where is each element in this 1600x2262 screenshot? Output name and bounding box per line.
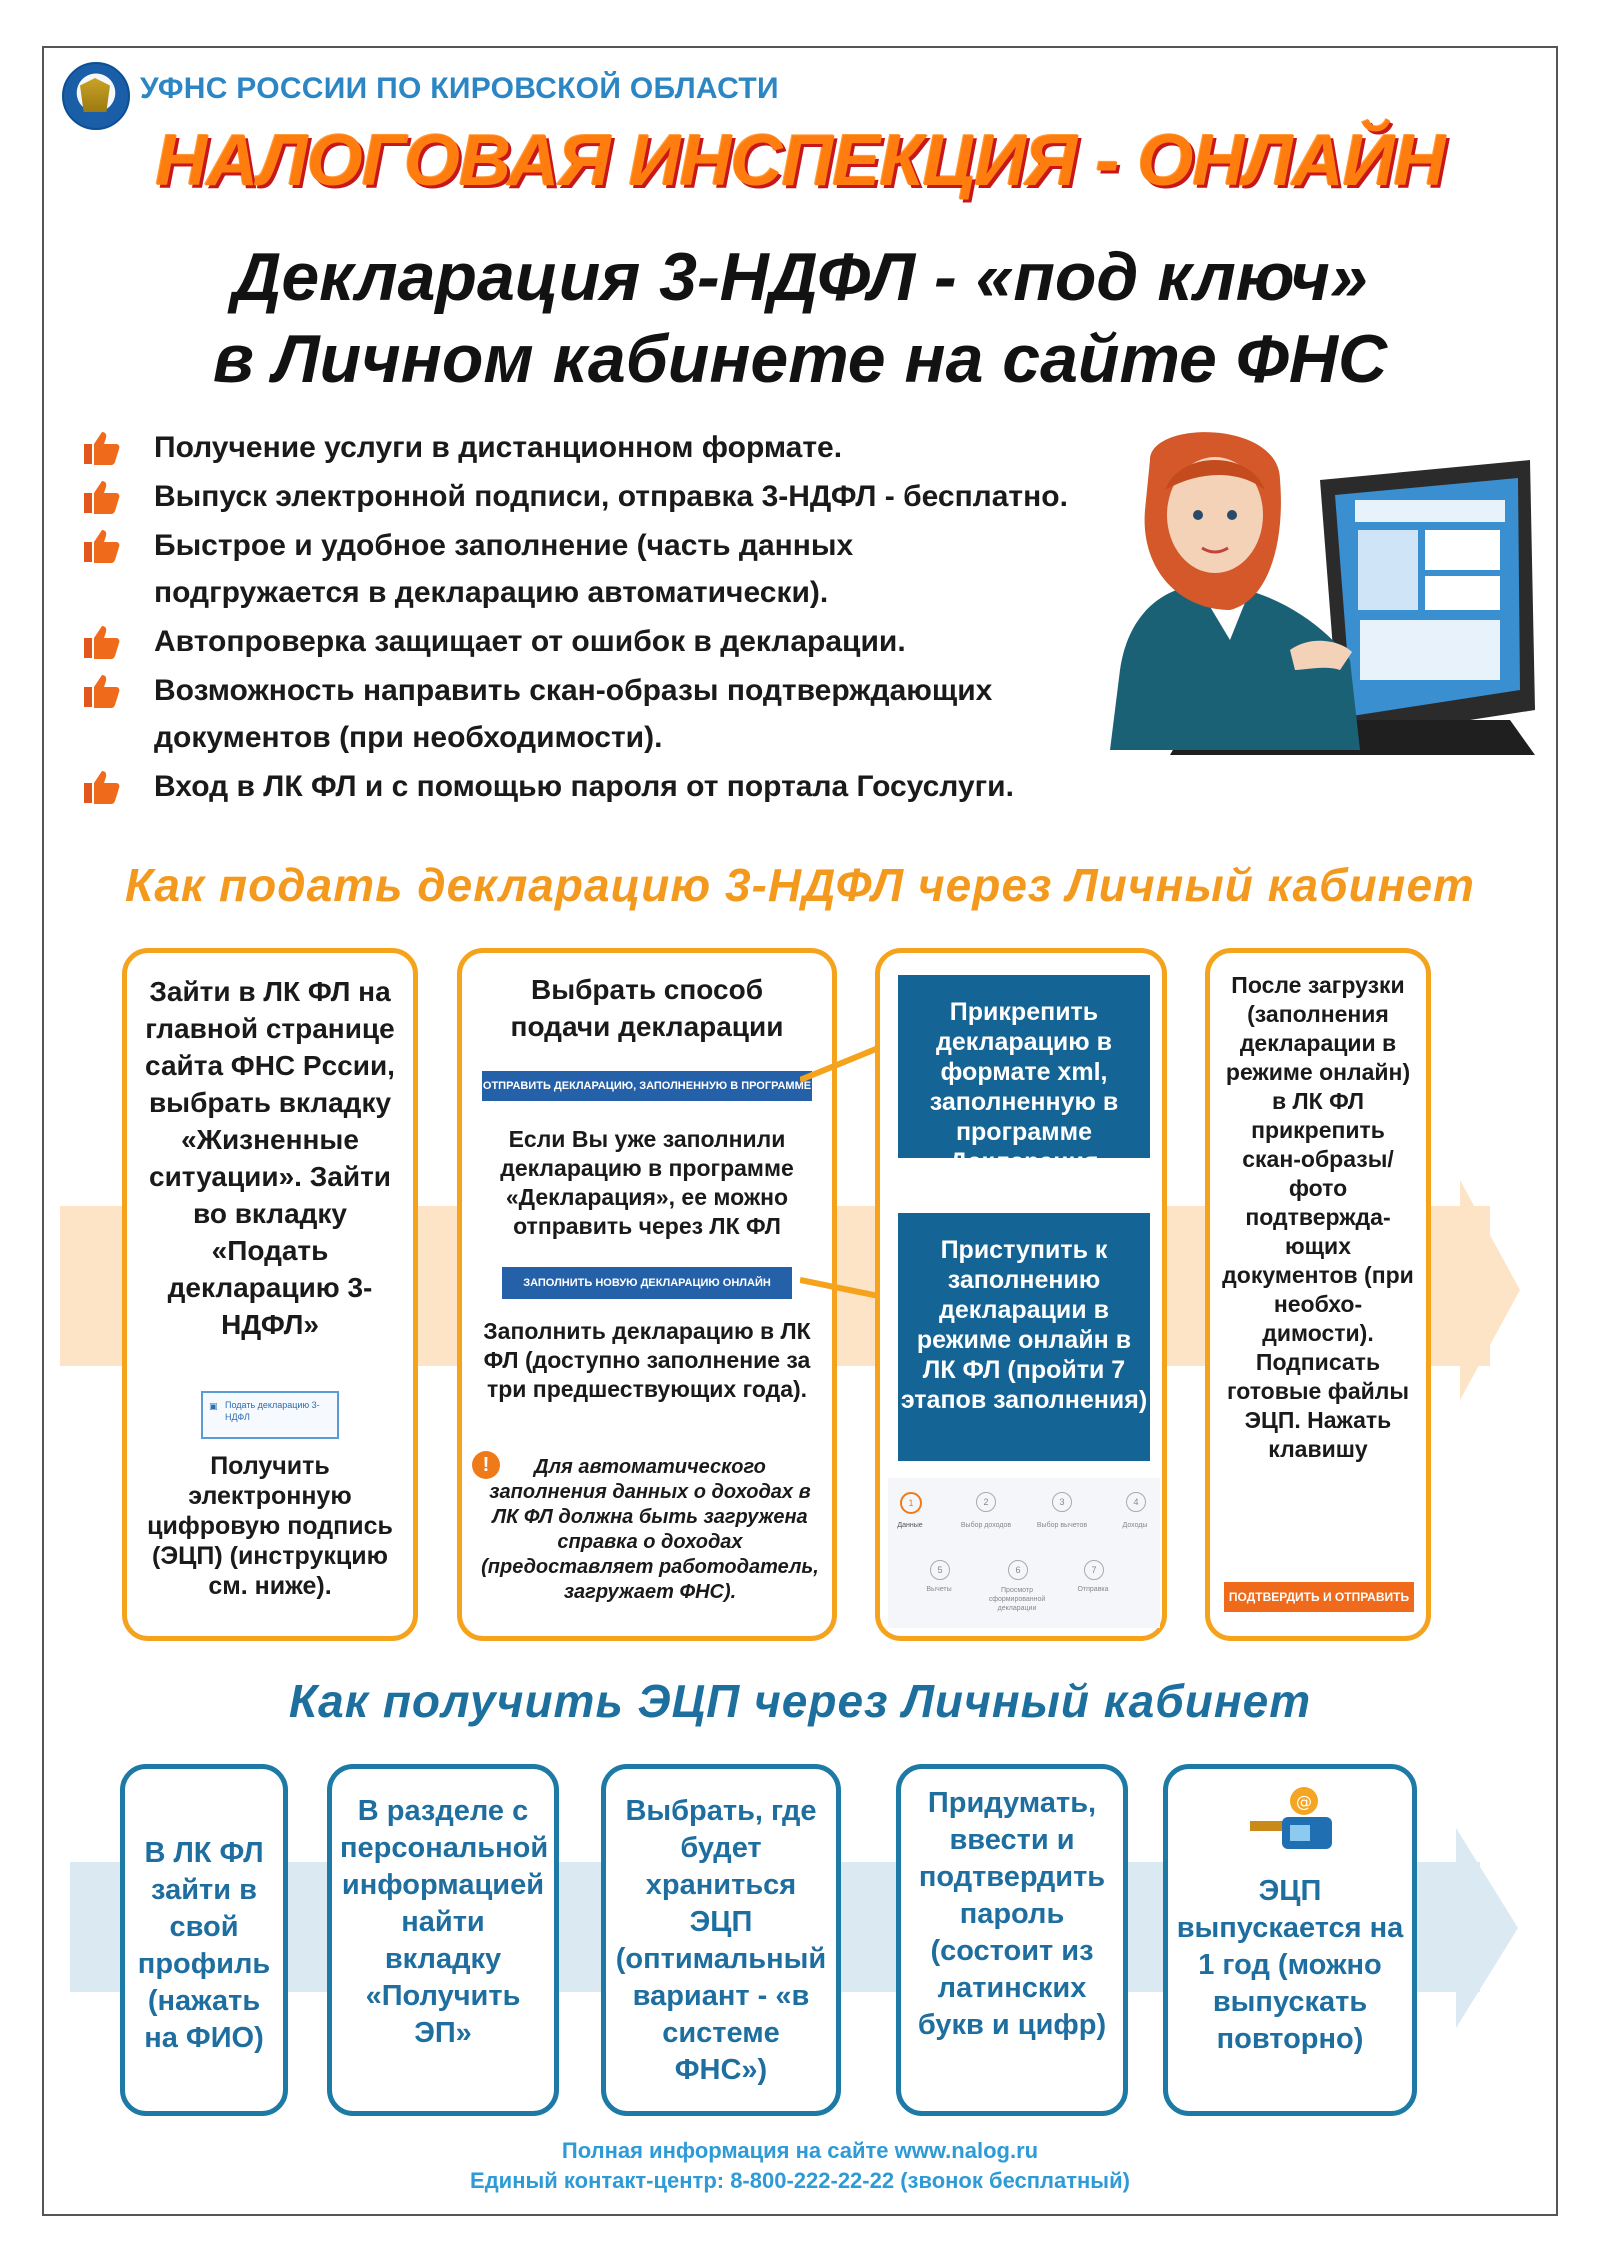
thumbs-up-icon <box>82 428 122 466</box>
attach-xml-panel[interactable]: Прикрепить декларацию в формате xml, заполненную в программе «Декларация» <box>898 975 1150 1158</box>
step2-text1: Если Вы уже заполнили декларацию в программе «Декларация», ее можно отправить через ЛК ФЛ <box>500 1126 794 1239</box>
sub-title-line1: Декларация 3-НДФЛ - «под ключ» <box>232 239 1368 315</box>
step1-box <box>122 948 418 1641</box>
footer-phone: Единый контакт-центр: 8-800-222-22-22 (звонок бесплатный) <box>470 2168 1130 2193</box>
step3-box <box>875 948 1167 1641</box>
benefit-item: Быстрое и удобное заполнение (часть данных подгружается в декларацию автоматически). <box>80 522 1014 616</box>
thumbs-up-icon <box>82 767 122 805</box>
ecp-step-2: В разделе с персональной информацией найти вкладку «Получить ЭП» <box>327 1764 559 2116</box>
send-filled-declaration-button[interactable]: ОТПРАВИТЬ ДЕКЛАРАЦИЮ, ЗАПОЛНЕННУЮ В ПРОГРАММЕ <box>482 1071 812 1101</box>
footer <box>60 2136 1540 2196</box>
footer-site: Полная информация на сайте www.nalog.ru <box>561 2138 1039 2163</box>
thumbs-up-icon <box>82 526 122 564</box>
step1-text2: Получить электронную цифровую подпись (ЭЦП) (инструкцию см. ниже). <box>147 1452 393 1600</box>
benefit-item: Возможность направить скан-образы подтверждающих документов (при необходимости). <box>80 667 1094 761</box>
benefits-list <box>80 424 1170 812</box>
fill-online-panel[interactable]: Приступить к заполнению декларации в режиме онлайн в ЛК ФЛ (пройти 7 этапов заполнения) <box>898 1213 1150 1461</box>
step4-text: После загрузки (заполнения декларации в режиме онлайн) в ЛК ФЛ прикрепить скан-образы/ фото подтвержда-ющих документов (при необхо-димости). Подписать готовые файлы ЭЦП. Нажать клавишу <box>1222 972 1414 1462</box>
step1-text: Зайти в ЛК ФЛ на главной странице сайта ФНС Рссии, выбрать вкладку «Жизненные ситуации». Зайти во вкладку «Подать декларацию 3-НДФЛ» <box>145 976 395 1340</box>
benefit-item: Автопроверка защищает от ошибок в декларации. <box>80 618 1170 665</box>
org-name: УФНС РОССИИ ПО КИРОВСКОЙ ОБЛАСТИ <box>140 72 779 105</box>
section2-title: Как получить ЭЦП через Личный кабинет <box>288 1675 1312 1727</box>
sub-title <box>60 236 1540 400</box>
benefit-item: Получение услуги в дистанционном формате. <box>80 424 1170 471</box>
sub-title-line2: в Личном кабинете на сайте ФНС <box>212 321 1388 397</box>
step2-text2: Заполнить декларацию в ЛК ФЛ (доступно заполнение за три предшествующих года). <box>483 1318 811 1402</box>
usb-key-icon <box>1246 1781 1342 1865</box>
warning-icon: ! <box>472 1451 500 1479</box>
thumbs-up-icon <box>82 477 122 515</box>
svg-text:@: @ <box>1296 1792 1312 1811</box>
section1-title: Как подать декларацию 3-НДФЛ через Личный кабинет <box>125 859 1475 911</box>
step2-title: Выбрать способ подачи декларации <box>510 974 784 1042</box>
process-arrow <box>1460 1180 1520 1400</box>
ecp-arrow <box>1456 1828 1518 2028</box>
inspector-laptop-illustration <box>1090 420 1540 770</box>
document-icon: ▣ <box>209 1401 218 1411</box>
declaration-link-button[interactable]: ▣ Подать декларацию 3-НДФЛ <box>201 1391 339 1439</box>
confirm-send-button[interactable]: ПОДТВЕРДИТЬ И ОТПРАВИТЬ <box>1224 1582 1414 1612</box>
stage-number: 1 <box>900 1492 922 1514</box>
ecp-step-3: Выбрать, где будет храниться ЭЦП (оптимальный вариант - «в системе ФНС») <box>601 1764 841 2116</box>
ecp-step-4: Придумать, ввести и подтвердить пароль (состоит из латинских букв и цифр) <box>896 1764 1128 2116</box>
step2-box <box>457 948 837 1641</box>
ecp-step-1: В ЛК ФЛ зайти в свой профиль (нажать на ФИО) <box>120 1764 288 2116</box>
thumbs-up-icon <box>82 622 122 660</box>
benefit-item: Вход в ЛК ФЛ и с помощью пароля от портала Госуслуги. <box>80 763 1170 810</box>
thumbs-up-icon <box>82 671 122 709</box>
step4-box <box>1205 948 1431 1641</box>
stages-preview: 1 Данные 2 Выбор доходов 3 Выбор вычетов 4 Доходы 5 Вычеты 6 Просмотр сформированной декларации 7 Отправка <box>888 1478 1160 1628</box>
benefit-item: Выпуск электронной подписи, отправка 3-НДФЛ - бесплатно. <box>80 473 1170 520</box>
step2-note: Для автоматического заполнения данных о доходах в ЛК ФЛ должна быть загружена справка о доходах (предоставляет работодатель, загружает ФНС). <box>481 1456 819 1603</box>
main-title: НАЛОГОВАЯ ИНСПЕКЦИЯ - ОНЛАЙН <box>155 121 1445 201</box>
ecp-step-5: @ ЭЦП выпускается на 1 год (можно выпускать повторно) <box>1163 1764 1417 2116</box>
fill-new-declaration-button[interactable]: ЗАПОЛНИТЬ НОВУЮ ДЕКЛАРАЦИЮ ОНЛАЙН <box>502 1267 792 1299</box>
